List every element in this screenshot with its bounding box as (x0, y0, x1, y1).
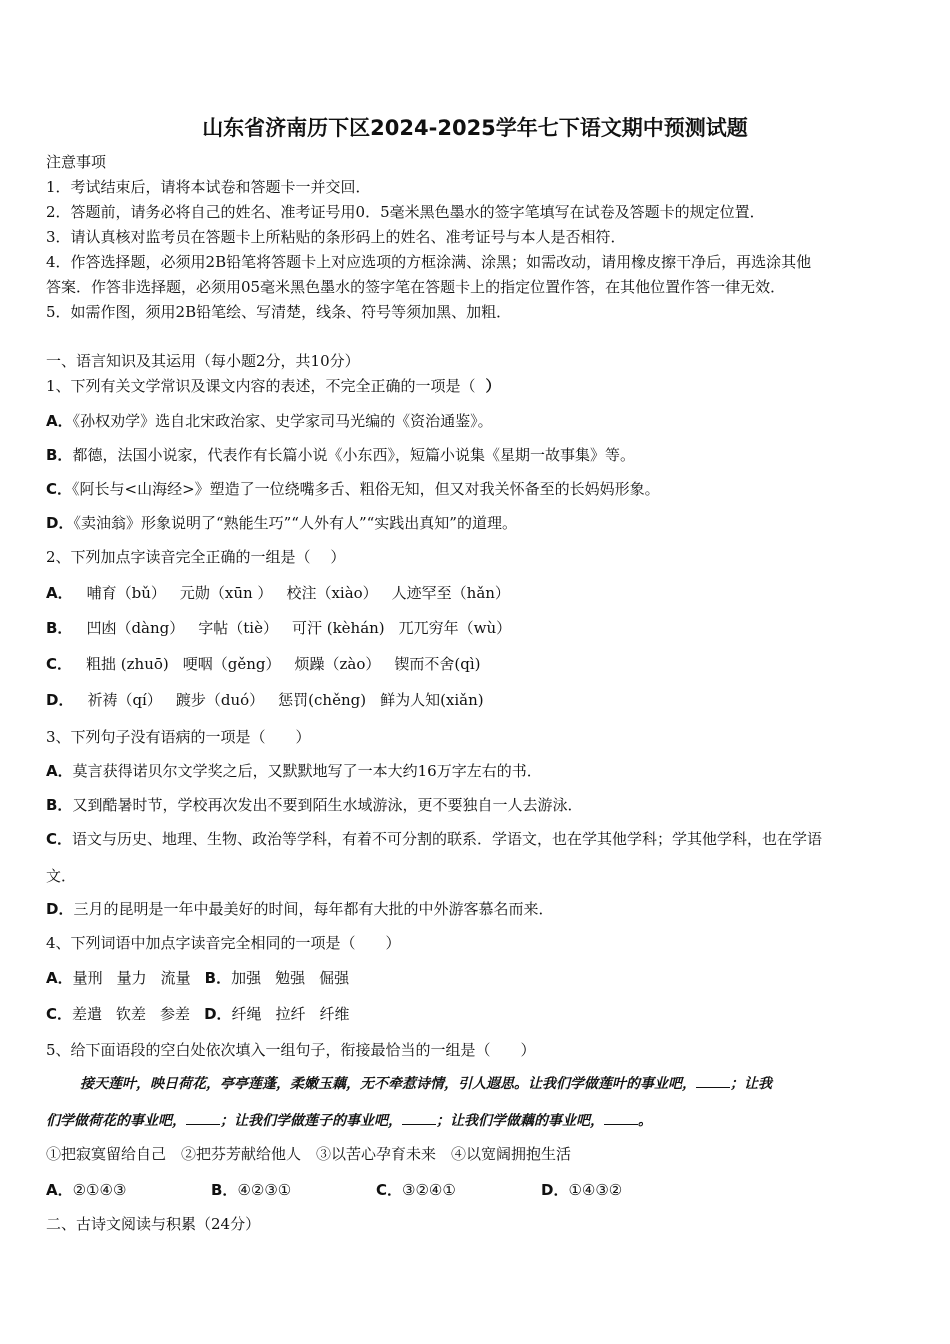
option-key: D． (204, 1005, 232, 1023)
passage-text: 。 (638, 1113, 652, 1129)
notice-item: 3．请认真核对监考员在答题卡上所粘贴的条形码上的姓名、准考证号与本人是否相符． (46, 228, 626, 246)
option-item: 校注（xiào） (286, 584, 378, 602)
option-item: 量力 (116, 969, 147, 987)
option-item: 鲜为人知(xiǎn) (380, 691, 484, 709)
option-text: 《孙权劝学》选自北宋政治家、史学家司马光编的《资治通鉴》。 (72, 412, 493, 430)
option-item: 量刑 (72, 969, 103, 987)
option-c (46, 654, 495, 674)
option-item: 字帖（tiè） (198, 619, 278, 637)
option-b (46, 445, 635, 465)
option-item: 差遣 (72, 1005, 103, 1023)
option-text: 都德，法国小说家，代表作有长篇小说《小东西》，短篇小说集《星期一故事集》等。 (72, 446, 635, 464)
option-text: 又到酷暑时节，学校再次发出不要到陌生水域游泳，更不要独自一人去游泳． (72, 796, 583, 814)
option-a (46, 411, 493, 431)
option-key: A． (46, 762, 73, 780)
option-key: C． (46, 830, 73, 848)
option-key: C． (46, 480, 73, 498)
option-d (46, 899, 553, 919)
option-text: ②①④③ (72, 1181, 127, 1199)
option-row-ab (46, 968, 363, 988)
option-key: D． (46, 514, 74, 532)
answer-options (46, 1180, 706, 1200)
option-item: 哺育（bǔ） (86, 584, 166, 602)
option-key: A． (46, 584, 73, 602)
option-a (46, 761, 542, 781)
notice-item: 答案．作答非选择题，必须用05毫米黑色墨水的签字笔在答题卡上的指定位置作答，在其他位置作答一律无效． (46, 278, 786, 296)
answer-choices: ①把寂寞留给自己 ②把芬芳献给他人 ③以苦心孕育未来 ④以宽阔拥抱生活 (46, 1145, 572, 1163)
passage-text: ；让我们学做莲子的事业吧， (220, 1113, 402, 1129)
passage-text: 接天莲叶，映日荷花，亭亭莲蓬，柔嫩玉藕，无不牵惹诗情，引人遐思。让我们学做莲叶的事业吧， (80, 1076, 696, 1092)
option-key: B． (211, 1181, 238, 1199)
option-c (46, 829, 822, 849)
question-4-stem: 4、下列词语中加点字读音完全相同的一项是（ ） (46, 934, 401, 952)
answer-blank[interactable] (604, 1110, 638, 1125)
option-item: 惩罚(chěng) (278, 691, 367, 709)
passage-line (80, 1073, 772, 1094)
option-text: ④②③① (237, 1181, 292, 1199)
option-item: 可汗 (kèhán) (291, 619, 385, 637)
option-item: 兀兀穷年（wù） (398, 619, 512, 637)
option-item: 锲而不舍(qì) (394, 655, 481, 673)
option-key: A． (46, 969, 73, 987)
question-2-stem: 2、下列加点字读音完全正确的一组是（ ） (46, 548, 346, 566)
option-item: 元勋（xūn ） (179, 584, 273, 602)
question-1-stem (46, 376, 501, 396)
option-key: D． (541, 1181, 569, 1199)
option-key: A． (46, 412, 73, 430)
option-text: 三月的昆明是一年中最美好的时间，每年都有大批的中外游客慕名而来． (73, 900, 554, 918)
option-text: ③②④① (402, 1181, 456, 1199)
option-key: D． (46, 691, 74, 709)
option-text: 《阿长与<山海经>》塑造了一位绕嘴多舌、粗俗无知，但又对我关怀备至的长妈妈形象。 (72, 480, 660, 498)
option-c-continued (46, 866, 76, 886)
option-text: 文． (46, 867, 77, 885)
option-key: D． (46, 900, 74, 918)
notice-heading: 注意事项 (46, 153, 107, 171)
option-item: 勉强 (275, 969, 306, 987)
option-item: 哽咽（gěng） (182, 655, 281, 673)
question-3-stem: 3、下列句子没有语病的一项是（ ） (46, 728, 311, 746)
option-item: 倔强 (319, 969, 350, 987)
section-heading: 一、语言知识及其运用（每小题2分，共10分） (46, 352, 360, 370)
option-item: 凹凼（dàng） (86, 619, 185, 637)
option-item: 粗拙 (zhuō) (86, 655, 169, 673)
notice-item: 1．考试结束后，请将本试卷和答题卡一并交回． (46, 178, 371, 196)
option-a (46, 583, 524, 603)
option-item: 流量 (160, 969, 191, 987)
answer-blank[interactable] (402, 1110, 436, 1125)
option-key: A． (46, 1181, 73, 1199)
option-b (46, 795, 582, 815)
question-stem-text: 1、下列有关文学常识及课文内容的表述，不完全正确的一项是（ (46, 377, 476, 395)
option-item: 踱步（duó） (175, 691, 265, 709)
option-c (46, 479, 660, 499)
option-key: B． (46, 619, 73, 637)
option-item: 加强 (231, 969, 262, 987)
option-text: 《卖油翁》形象说明了“熟能生巧”“人外有人”“实践出真知”的道理。 (73, 514, 517, 532)
section-heading: 二、古诗文阅读与积累（24分） (46, 1215, 261, 1233)
notice-item: 5．如需作图，须用2B铅笔绘、写清楚，线条、符号等须加黑、加粗． (46, 303, 512, 321)
option-b (46, 618, 525, 638)
passage-text: 们学做荷花的事业吧， (46, 1113, 186, 1129)
option-key: C． (46, 1005, 73, 1023)
option-item: 人迹罕至（hǎn） (391, 584, 510, 602)
option-item: 祈祷（qí） (87, 691, 162, 709)
option-key: C． (46, 655, 73, 673)
option-item: 纤维 (319, 1005, 350, 1023)
option-text: ①④③② (568, 1181, 623, 1199)
option-item: 拉纤 (275, 1005, 306, 1023)
answer-blank[interactable] (696, 1073, 730, 1088)
option-d (46, 513, 517, 533)
option-row-cd (46, 1004, 364, 1024)
option-item: 烦躁（zào） (294, 655, 381, 673)
question-5-stem: 5、给下面语段的空白处依次填入一组句子，衔接最恰当的一组是（ ） (46, 1041, 536, 1059)
passage-text: ；让我们学做藕的事业吧， (436, 1113, 604, 1129)
passage-line (46, 1110, 652, 1131)
passage-text: ；让我 (730, 1076, 772, 1092)
answer-blank[interactable] (186, 1110, 220, 1125)
option-key: C． (376, 1181, 403, 1199)
option-item: 钦差 (116, 1005, 147, 1023)
page-title: 山东省济南历下区2024-2025学年七下语文期中预测试题 (202, 116, 748, 140)
option-item: 参差 (160, 1005, 191, 1023)
option-text: 莫言获得诺贝尔文学奖之后，又默默地写了一本大约16万字左右的书． (72, 762, 542, 780)
notice-item: 4．作答选择题，必须用2B铅笔将答题卡上对应选项的方框涂满、涂黑；如需改动，请用橡皮擦干净后，再选涂其他 (46, 253, 812, 271)
option-key: B． (46, 796, 73, 814)
option-key: B． (46, 446, 73, 464)
notice-item: 2．答题前，请务必将自己的姓名、准考证号用0．5毫米黑色墨水的签字笔填写在试卷及答题卡的规定位置． (46, 203, 765, 221)
option-item: 纤绳 (231, 1005, 262, 1023)
option-text: 语文与历史、地理、生物、政治等学科，有着不可分割的联系．学语文，也在学其他学科；学其他学科，也在学语 (72, 830, 823, 848)
option-d (46, 690, 498, 710)
question-stem-close: ） (485, 377, 501, 395)
option-key: B． (204, 969, 232, 987)
